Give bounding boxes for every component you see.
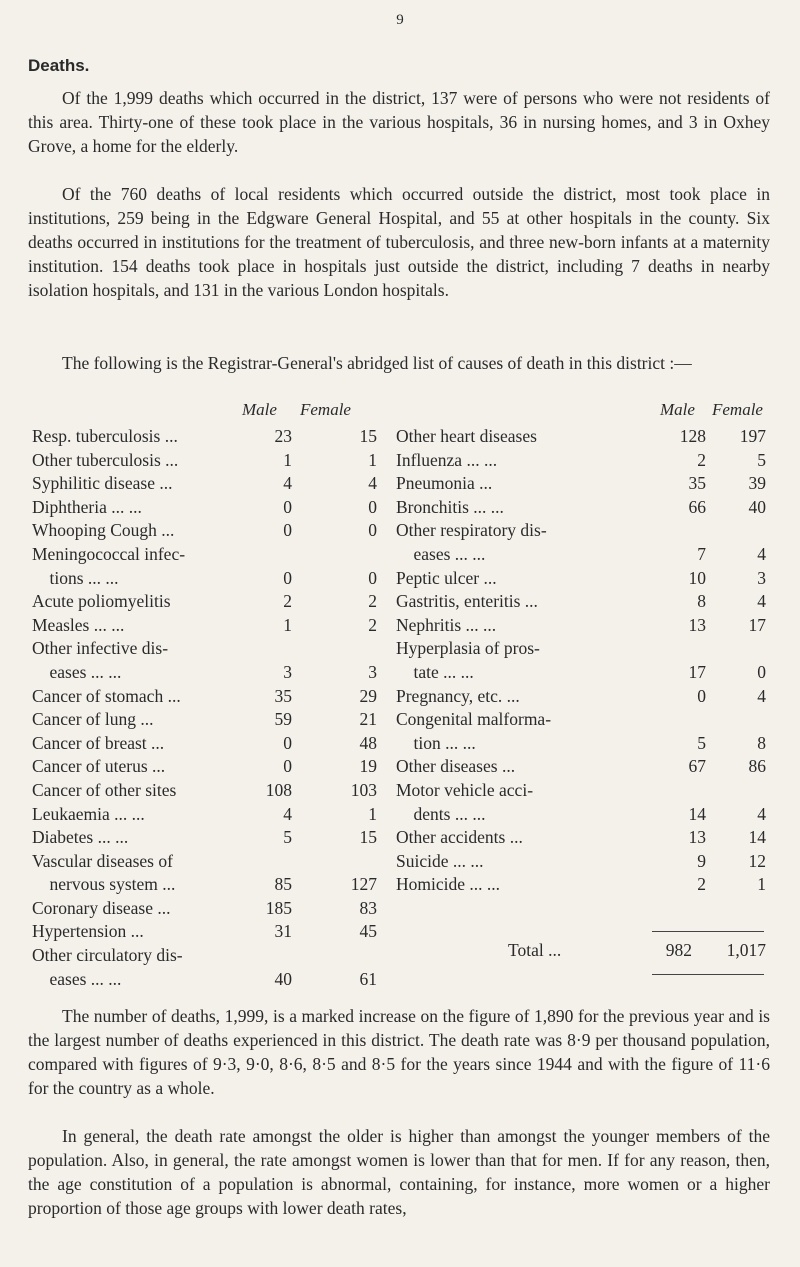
female-count: 83 xyxy=(359,897,377,918)
female-count: 3 xyxy=(757,567,766,588)
table-row xyxy=(32,731,382,755)
male-count: 67 xyxy=(688,756,706,777)
table-row xyxy=(396,754,768,778)
cause-label: eases ... ... xyxy=(32,661,122,682)
female-count: 45 xyxy=(359,921,377,942)
male-count: 13 xyxy=(688,827,706,848)
cause-label: Peptic ulcer ... xyxy=(396,567,497,588)
female-count: 0 xyxy=(368,520,377,541)
female-count: 4 xyxy=(757,803,766,824)
male-count: 5 xyxy=(283,827,292,848)
cause-label: Suicide ... ... xyxy=(396,850,484,871)
total-label: Total ... xyxy=(508,940,562,960)
table-row xyxy=(396,825,768,849)
male-count: 1 xyxy=(283,614,292,635)
table-row xyxy=(396,495,768,519)
male-count: 2 xyxy=(283,591,292,612)
cause-label: Syphilitic disease ... xyxy=(32,473,173,494)
left-male-header: Male xyxy=(242,400,277,419)
cause-label: Cancer of uterus ... xyxy=(32,756,166,777)
female-count: 4 xyxy=(757,591,766,612)
female-count: 5 xyxy=(757,449,766,470)
paragraph-death-rate: The number of deaths, 1,999, is a marked increase on the figure of 1,890 for the previous year and is the largest number of deaths experienced in this district. The death rate was 8·9 per thousand population, compared with figures of 9·3, 9·0, 8·6, 8·5 and 8·5 for the years since 1944 and with the figure of 11·6 for the country as a whole. xyxy=(28,1006,770,1098)
cause-label: Other heart diseases xyxy=(396,426,537,446)
table-row xyxy=(32,660,382,684)
table-row xyxy=(32,542,382,566)
female-count: 12 xyxy=(748,850,766,871)
male-count: 0 xyxy=(283,520,292,541)
table-row xyxy=(32,448,382,472)
table-row xyxy=(396,849,768,873)
female-count: 1 xyxy=(368,803,377,824)
cause-label: Other respiratory dis- xyxy=(396,520,547,541)
right-male-header: Male xyxy=(660,400,695,419)
cause-label: Other accidents ... xyxy=(396,827,523,848)
cause-label: Other tuberculosis ... xyxy=(32,449,179,470)
cause-label: Resp. tuberculosis ... xyxy=(32,426,178,446)
paragraph-age-constitution: In general, the death rate amongst the older is higher than amongst the younger members of the population. Also, in general, the rate amongst women is lower than that for men. If for any reason, then, the age constitution of a population is abnormal, containing, for instance, more women or a higher proportion of those age groups with lower death rates, xyxy=(28,1126,770,1218)
paragraph-outside-district: Of the 760 deaths of local residents which occurred outside the district, most took place in institutions, 259 being in the Edgware General Hospital, and 55 at other hospitals in the county. Six deaths occurred in institutions for the treatment of tuberculosis, and three new-born infants at a maternity institution. 154 deaths took place in hospitals just outside the district, including 7 deaths in nearby isolation hospitals, and 131 in the various London hospitals. xyxy=(28,184,770,300)
cause-label: Cancer of lung ... xyxy=(32,709,154,730)
table-row xyxy=(32,613,382,637)
table-row xyxy=(396,707,768,731)
cause-label: Influenza ... ... xyxy=(396,449,498,470)
male-count: 59 xyxy=(274,709,292,730)
male-count: 0 xyxy=(283,496,292,517)
cause-label: dents ... ... xyxy=(396,803,486,824)
table-row xyxy=(396,802,768,826)
table-row xyxy=(396,448,768,472)
table-row xyxy=(32,518,382,542)
cause-label: tate ... ... xyxy=(396,661,474,682)
table-row xyxy=(396,684,768,708)
table-row xyxy=(396,660,768,684)
male-count: 108 xyxy=(265,779,292,800)
right-female-header: Female xyxy=(712,400,763,419)
male-count: 17 xyxy=(688,661,706,682)
table-row xyxy=(32,636,382,660)
male-count: 8 xyxy=(697,591,706,612)
cause-label: Homicide ... ... xyxy=(396,874,501,895)
cause-label: eases ... ... xyxy=(32,968,122,989)
male-count: 85 xyxy=(274,874,292,895)
table-row xyxy=(32,424,382,448)
female-count: 4 xyxy=(757,543,766,564)
cause-label: Other circulatory dis- xyxy=(32,945,183,966)
cause-label: Acute poliomyelitis xyxy=(32,591,171,612)
male-count: 2 xyxy=(697,449,706,470)
male-count: 128 xyxy=(679,426,706,446)
female-count: 2 xyxy=(368,614,377,635)
cause-label: tion ... ... xyxy=(396,732,476,753)
male-count: 4 xyxy=(283,473,292,494)
cause-label: Whooping Cough ... xyxy=(32,520,175,541)
male-count: 0 xyxy=(697,685,706,706)
female-count: 15 xyxy=(359,426,377,446)
male-count: 35 xyxy=(688,473,706,494)
male-count: 0 xyxy=(283,732,292,753)
cause-label: Cancer of other sites xyxy=(32,779,177,800)
female-count: 2 xyxy=(368,591,377,612)
table-row xyxy=(32,707,382,731)
cause-label: Cancer of stomach ... xyxy=(32,685,181,706)
male-count: 7 xyxy=(697,543,706,564)
total-rule-top xyxy=(652,931,764,932)
male-count: 31 xyxy=(274,921,292,942)
male-count: 9 xyxy=(697,850,706,871)
male-count: 66 xyxy=(688,496,706,517)
left-female-header: Female xyxy=(300,400,351,419)
table-row xyxy=(396,471,768,495)
total-male: 982 xyxy=(665,940,692,960)
table-row xyxy=(32,967,382,991)
cause-label: Hypertension ... xyxy=(32,921,144,942)
female-count: 8 xyxy=(757,732,766,753)
cause-label: eases ... ... xyxy=(396,543,486,564)
cause-label: Measles ... ... xyxy=(32,614,125,635)
male-count: 13 xyxy=(688,614,706,635)
table-row xyxy=(396,731,768,755)
table-row xyxy=(396,636,768,660)
cause-label: Hyperplasia of pros- xyxy=(396,638,540,659)
paragraph-list-intro: The following is the Registrar-General's abridged list of causes of death in this district :— xyxy=(62,353,692,373)
table-row xyxy=(396,518,768,542)
cause-label: Motor vehicle acci- xyxy=(396,779,534,800)
female-count: 0 xyxy=(368,496,377,517)
male-count: 3 xyxy=(283,661,292,682)
table-row xyxy=(396,542,768,566)
table-row xyxy=(32,825,382,849)
female-count: 39 xyxy=(748,473,766,494)
table-row xyxy=(32,896,382,920)
female-count: 14 xyxy=(748,827,766,848)
female-count: 86 xyxy=(748,756,766,777)
male-count: 23 xyxy=(274,426,292,446)
table-row xyxy=(32,919,382,943)
table-row xyxy=(396,424,768,448)
table-row xyxy=(32,495,382,519)
female-count: 127 xyxy=(350,874,377,895)
table-row xyxy=(32,778,382,802)
table-row xyxy=(32,943,382,967)
cause-label: Other diseases ... xyxy=(396,756,516,777)
female-count: 15 xyxy=(359,827,377,848)
male-count: 0 xyxy=(283,567,292,588)
female-count: 4 xyxy=(757,685,766,706)
female-count: 1 xyxy=(757,874,766,895)
table-row xyxy=(32,754,382,778)
male-count: 4 xyxy=(283,803,292,824)
female-count: 48 xyxy=(359,732,377,753)
section-heading: Deaths. xyxy=(28,56,90,75)
total-rule-bottom xyxy=(652,974,764,975)
cause-label: Congenital malforma- xyxy=(396,709,552,730)
cause-label: Pregnancy, etc. ... xyxy=(396,685,520,706)
female-count: 3 xyxy=(368,661,377,682)
cause-label: Bronchitis ... ... xyxy=(396,496,504,517)
table-row xyxy=(396,589,768,613)
table-row xyxy=(396,872,768,896)
table-row xyxy=(32,849,382,873)
female-count: 4 xyxy=(368,473,377,494)
male-count: 35 xyxy=(274,685,292,706)
female-count: 1 xyxy=(368,449,377,470)
paragraph-nonresidents: Of the 1,999 deaths which occurred in the district, 137 were of persons who were not residents of this area. Thirty-one of these took place in the various hospitals, 36 in nursing homes, and 3 in Oxhey Grove, a home for the elderly. xyxy=(28,88,770,156)
female-count: 0 xyxy=(368,567,377,588)
female-count: 61 xyxy=(359,968,377,989)
total-female: 1,017 xyxy=(726,940,766,960)
cause-label: Nephritis ... ... xyxy=(396,614,497,635)
female-count: 29 xyxy=(359,685,377,706)
cause-label: Pneumonia ... xyxy=(396,473,493,494)
male-count: 185 xyxy=(265,897,292,918)
female-count: 40 xyxy=(748,496,766,517)
cause-label: Meningococcal infec- xyxy=(32,543,186,564)
female-count: 0 xyxy=(757,661,766,682)
male-count: 0 xyxy=(283,756,292,777)
page-number: 9 xyxy=(396,12,404,28)
cause-label: nervous system ... xyxy=(32,874,176,895)
table-row xyxy=(396,613,768,637)
male-count: 14 xyxy=(688,803,706,824)
male-count: 5 xyxy=(697,732,706,753)
cause-label: Diabetes ... ... xyxy=(32,827,129,848)
female-count: 21 xyxy=(359,709,377,730)
male-count: 2 xyxy=(697,874,706,895)
female-count: 19 xyxy=(359,756,377,777)
causes-table-left xyxy=(32,424,382,990)
table-row xyxy=(32,566,382,590)
table-row xyxy=(32,684,382,708)
female-count: 17 xyxy=(748,614,766,635)
cause-label: Coronary disease ... xyxy=(32,897,171,918)
cause-label: Cancer of breast ... xyxy=(32,732,165,753)
female-count: 103 xyxy=(350,779,377,800)
table-row xyxy=(32,589,382,613)
cause-label: Vascular diseases of xyxy=(32,850,173,871)
cause-label: Gastritis, enteritis ... xyxy=(396,591,538,612)
table-row xyxy=(32,802,382,826)
cause-label: Leukaemia ... ... xyxy=(32,803,145,824)
table-row xyxy=(396,778,768,802)
male-count: 10 xyxy=(688,567,706,588)
cause-label: tions ... ... xyxy=(32,567,119,588)
male-count: 40 xyxy=(274,968,292,989)
female-count: 197 xyxy=(739,426,766,446)
cause-label: Other infective dis- xyxy=(32,638,169,659)
cause-label: Diphtheria ... ... xyxy=(32,496,142,517)
table-row xyxy=(32,471,382,495)
table-row xyxy=(396,566,768,590)
causes-table-right xyxy=(396,424,768,896)
table-row xyxy=(32,872,382,896)
male-count: 1 xyxy=(283,449,292,470)
